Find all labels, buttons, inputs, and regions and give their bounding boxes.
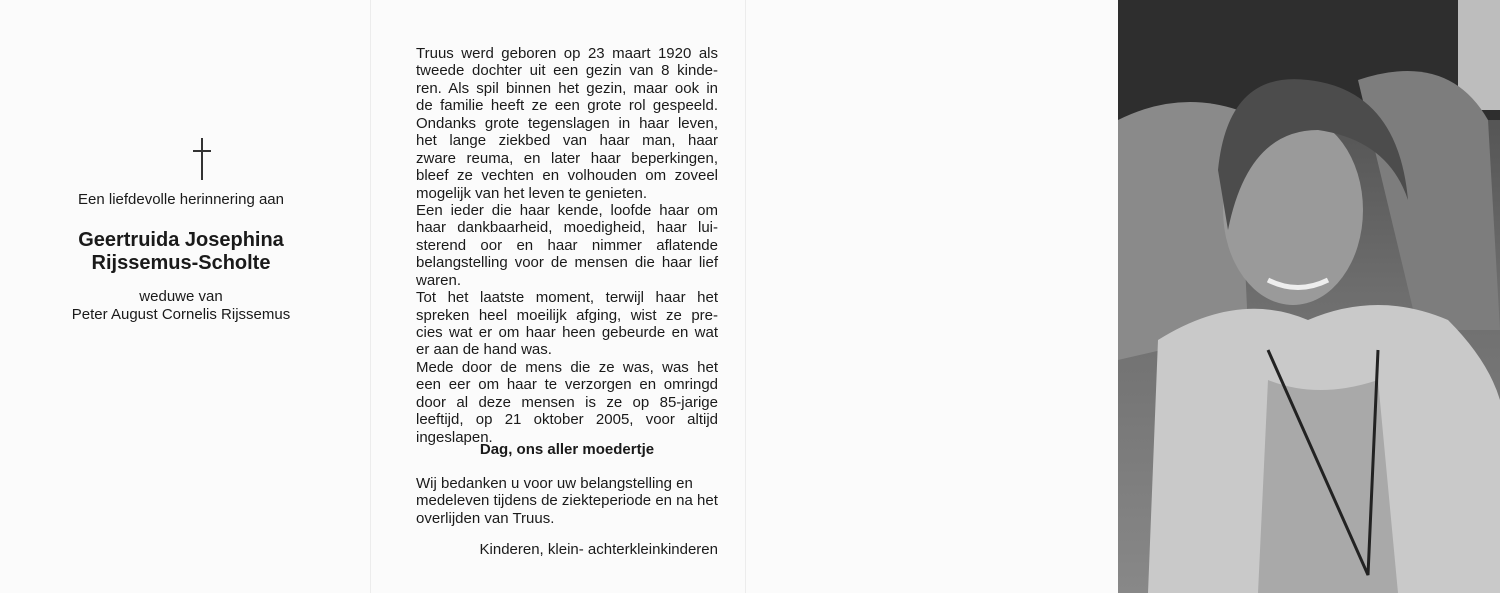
biography-line: spreken heel moeilijk afging, wist ze pre- <box>416 306 718 324</box>
portrait-image <box>1118 0 1500 593</box>
biography-line: Tot het laatste moment, terwijl haar het <box>416 289 718 307</box>
biography-text <box>416 45 718 446</box>
biography-line: tweede dochter uit een gezin van 8 kinde- <box>416 62 718 80</box>
biography-line: ingeslapen. <box>416 428 493 446</box>
biography-line: Mede door de mens die ze was, was het <box>416 358 718 376</box>
spouse-name: Peter August Cornelis Rijssemus <box>71 306 291 323</box>
thanks-text: Wij bedanken u voor uw belangstelling en medeleven tijdens de ziekteperiode en na het overlijden van Truus. <box>416 475 718 527</box>
widow-label: weduwe van <box>139 288 223 305</box>
biography-line: leeftijd, op 21 oktober 2005, voor altijd <box>416 411 718 429</box>
biography-line: door al deze mensen is ze op 85-jarige <box>416 393 718 411</box>
name-line-1: Geertruida Josephina <box>78 229 284 251</box>
signature: Kinderen, klein- achterkleinkinderen <box>479 541 718 558</box>
deceased-name <box>20 229 342 275</box>
biography-line: een eer om haar te verzorgen en omringd <box>416 376 718 394</box>
biography-line: haar dankbaarheid, moedigheid, haar lui- <box>416 219 718 237</box>
biography-line: Truus werd geboren op 23 maart 1920 als <box>416 45 718 62</box>
fold-line-left <box>370 0 371 593</box>
biography-line: de familie heeft ze een grote rol gespeeld. <box>416 97 718 115</box>
biography-line: Een ieder die haar kende, loofde haar om <box>416 201 718 219</box>
biography-line: er aan de hand was. <box>416 341 552 359</box>
biography-line: zware reuma, en later haar beperkingen, <box>416 149 718 167</box>
farewell-heading: Dag, ons aller moedertje <box>479 441 655 458</box>
biography-line: Ondanks grote tegenslagen in haar leven, <box>416 114 718 132</box>
biography-line: ren. Als spil binnen het gezin, maar ook in <box>416 79 718 97</box>
name-line-2: Rijssemus-Scholte <box>91 252 271 274</box>
biography-line: belangstelling voor de mensen die haar lief <box>416 254 718 272</box>
portrait-photo <box>1118 0 1500 593</box>
biography-line: cies wat er om haar heen gebeurde en wat <box>416 324 718 341</box>
biography-line: bleef ze vechten en volhouden om zoveel <box>416 167 718 185</box>
cross-icon <box>192 138 212 180</box>
biography-line: sterend oor en haar nimmer aflatende <box>416 236 718 254</box>
biography-line: waren. <box>416 271 462 289</box>
fold-line-right <box>745 0 746 593</box>
widow-of <box>20 288 342 324</box>
intro-text: Een liefdevolle herinnering aan <box>78 191 284 208</box>
biography-line: het lange ziekbed van haar man, haar <box>416 132 718 150</box>
biography-line: mogelijk van het leven te genieten. <box>416 184 647 202</box>
